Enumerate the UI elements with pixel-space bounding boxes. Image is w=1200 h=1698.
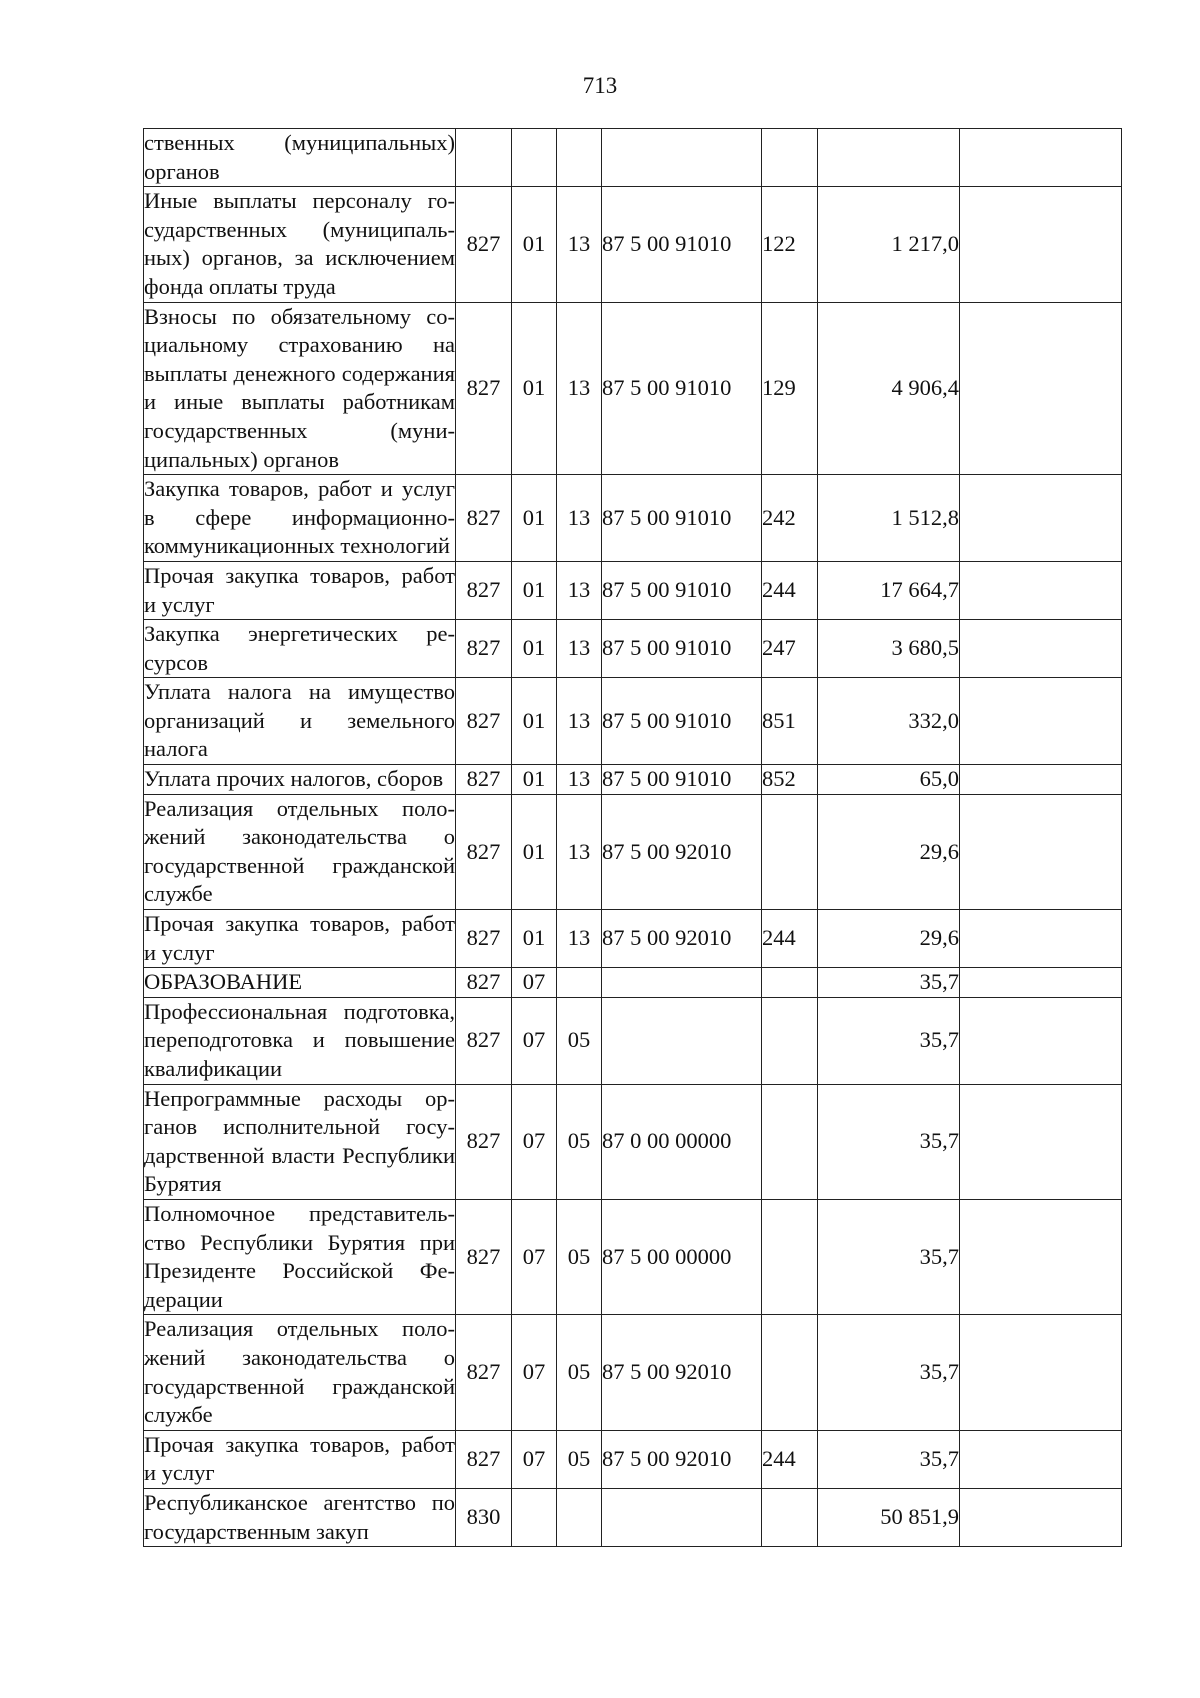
amount-cell: 50 851,9 — [818, 1488, 960, 1546]
expense-type-cell: 244 — [762, 910, 818, 968]
target-article-cell: 87 5 00 91010 — [602, 187, 762, 302]
target-article-cell: 87 5 00 00000 — [602, 1199, 762, 1314]
table-row — [144, 1199, 1122, 1314]
budget-table — [143, 128, 1122, 1547]
expense-type-cell: 852 — [762, 765, 818, 795]
target-article-cell: 87 5 00 91010 — [602, 302, 762, 475]
subsection-code-cell: 13 — [557, 187, 602, 302]
amount-cell — [818, 129, 960, 187]
target-article-cell: 87 5 00 92010 — [602, 1315, 762, 1430]
section-code-cell — [512, 1488, 557, 1546]
ministry-code-cell: 827 — [456, 678, 512, 765]
amount-cell: 17 664,7 — [818, 561, 960, 619]
subsection-code-cell: 05 — [557, 1199, 602, 1314]
empty-cell — [960, 1488, 1122, 1546]
empty-cell — [960, 1199, 1122, 1314]
table-row — [144, 1430, 1122, 1488]
section-code-cell: 07 — [512, 1315, 557, 1430]
subsection-code-cell — [557, 1488, 602, 1546]
page-number: 713 — [582, 73, 618, 98]
subsection-code-cell: 05 — [557, 1430, 602, 1488]
ministry-code-cell: 827 — [456, 561, 512, 619]
table-row — [144, 475, 1122, 562]
ministry-code-cell: 827 — [456, 968, 512, 998]
amount-cell: 3 680,5 — [818, 620, 960, 678]
item-name-cell: Уплата прочих налогов, сборов — [144, 765, 456, 795]
item-name-cell: Закупка энергетических ресурсов — [144, 620, 456, 678]
empty-cell — [960, 620, 1122, 678]
table-row — [144, 910, 1122, 968]
target-article-cell — [602, 1488, 762, 1546]
table-row — [144, 129, 1122, 187]
subsection-code-cell: 13 — [557, 620, 602, 678]
item-name-cell: Непрограммные расходы органов исполнительной государственной власти Республики Бурятия — [144, 1084, 456, 1199]
subsection-code-cell: 13 — [557, 794, 602, 909]
amount-cell: 35,7 — [818, 968, 960, 998]
target-article-cell: 87 5 00 92010 — [602, 794, 762, 909]
target-article-cell: 87 5 00 91010 — [602, 620, 762, 678]
expense-type-cell — [762, 1084, 818, 1199]
expense-type-cell: 122 — [762, 187, 818, 302]
item-name-cell: Реализация отдельных положений законодательства о государственной гражданской службе — [144, 1315, 456, 1430]
amount-cell: 35,7 — [818, 997, 960, 1084]
ministry-code-cell: 827 — [456, 1199, 512, 1314]
empty-cell — [960, 794, 1122, 909]
target-article-cell: 87 5 00 91010 — [602, 678, 762, 765]
amount-cell: 29,6 — [818, 794, 960, 909]
expense-type-cell — [762, 1488, 818, 1546]
empty-cell — [960, 187, 1122, 302]
table-row — [144, 794, 1122, 909]
section-code-cell: 07 — [512, 997, 557, 1084]
section-code-cell: 01 — [512, 794, 557, 909]
subsection-code-cell — [557, 968, 602, 998]
item-name-cell: Прочая закупка товаров, работ и услуг — [144, 1430, 456, 1488]
item-name-cell: Прочая закупка товаров, работ и услуг — [144, 910, 456, 968]
ministry-code-cell: 830 — [456, 1488, 512, 1546]
table-row — [144, 678, 1122, 765]
target-article-cell: 87 5 00 92010 — [602, 1430, 762, 1488]
ministry-code-cell: 827 — [456, 1315, 512, 1430]
subsection-code-cell: 13 — [557, 561, 602, 619]
empty-cell — [960, 968, 1122, 998]
table-row — [144, 561, 1122, 619]
ministry-code-cell: 827 — [456, 1084, 512, 1199]
table-row — [144, 765, 1122, 795]
ministry-code-cell: 827 — [456, 187, 512, 302]
table-row — [144, 302, 1122, 475]
empty-cell — [960, 1430, 1122, 1488]
empty-cell — [960, 997, 1122, 1084]
table-row — [144, 968, 1122, 998]
amount-cell: 4 906,4 — [818, 302, 960, 475]
empty-cell — [960, 475, 1122, 562]
item-name-cell: Полномочное представительство Республики Бурятия при Президенте Российской Федерации — [144, 1199, 456, 1314]
expense-type-cell — [762, 129, 818, 187]
table-row — [144, 1488, 1122, 1546]
subsection-code-cell: 05 — [557, 997, 602, 1084]
item-name-cell: Закупка товаров, работ и услуг в сфере информационно-коммуникационных технологий — [144, 475, 456, 562]
ministry-code-cell: 827 — [456, 475, 512, 562]
section-code-cell: 01 — [512, 678, 557, 765]
expense-type-cell — [762, 1199, 818, 1314]
section-code-cell: 07 — [512, 1199, 557, 1314]
section-code-cell: 07 — [512, 1430, 557, 1488]
ministry-code-cell: 827 — [456, 620, 512, 678]
item-name-cell: Взносы по обязательному социальному страхованию на выплаты денежного содержания и иные выплаты работникам государственных (муниципальных) органов — [144, 302, 456, 475]
ministry-code-cell: 827 — [456, 302, 512, 475]
empty-cell — [960, 910, 1122, 968]
ministry-code-cell: 827 — [456, 997, 512, 1084]
section-code-cell: 01 — [512, 910, 557, 968]
table-row — [144, 997, 1122, 1084]
empty-cell — [960, 1315, 1122, 1430]
empty-cell — [960, 1084, 1122, 1199]
section-code-cell: 07 — [512, 968, 557, 998]
target-article-cell: 87 5 00 92010 — [602, 910, 762, 968]
item-name-cell: Реализация отдельных положений законодательства о государственной гражданской службе — [144, 794, 456, 909]
expense-type-cell: 244 — [762, 561, 818, 619]
target-article-cell — [602, 129, 762, 187]
item-name-cell: ОБРАЗОВАНИЕ — [144, 968, 456, 998]
subsection-code-cell: 13 — [557, 910, 602, 968]
empty-cell — [960, 678, 1122, 765]
expense-type-cell: 242 — [762, 475, 818, 562]
expense-type-cell: 247 — [762, 620, 818, 678]
item-name-cell: ственных (муниципальных) органов — [144, 129, 456, 187]
empty-cell — [960, 302, 1122, 475]
section-code-cell — [512, 129, 557, 187]
amount-cell: 35,7 — [818, 1084, 960, 1199]
section-code-cell: 01 — [512, 620, 557, 678]
table-row — [144, 187, 1122, 302]
empty-cell — [960, 561, 1122, 619]
expense-type-cell: 129 — [762, 302, 818, 475]
target-article-cell: 87 5 00 91010 — [602, 561, 762, 619]
subsection-code-cell: 13 — [557, 475, 602, 562]
item-name-cell: Прочая закупка товаров, работ и услуг — [144, 561, 456, 619]
amount-cell: 35,7 — [818, 1315, 960, 1430]
item-name-cell: Профессиональная подготовка, переподготовка и повышение квалификации — [144, 997, 456, 1084]
amount-cell: 1 217,0 — [818, 187, 960, 302]
ministry-code-cell: 827 — [456, 794, 512, 909]
target-article-cell: 87 5 00 91010 — [602, 765, 762, 795]
ministry-code-cell: 827 — [456, 910, 512, 968]
expense-type-cell — [762, 1315, 818, 1430]
table-row — [144, 1315, 1122, 1430]
expense-type-cell: 244 — [762, 1430, 818, 1488]
item-name-cell: Республиканское агентство по государственным закуп — [144, 1488, 456, 1546]
ministry-code-cell — [456, 129, 512, 187]
expense-type-cell — [762, 794, 818, 909]
target-article-cell: 87 0 00 00000 — [602, 1084, 762, 1199]
ministry-code-cell: 827 — [456, 765, 512, 795]
target-article-cell — [602, 968, 762, 998]
item-name-cell: Иные выплаты персоналу государственных (муниципальных) органов, за исключением фонда оплаты труда — [144, 187, 456, 302]
empty-cell — [960, 129, 1122, 187]
section-code-cell: 01 — [512, 302, 557, 475]
section-code-cell: 01 — [512, 475, 557, 562]
subsection-code-cell: 05 — [557, 1084, 602, 1199]
empty-cell — [960, 765, 1122, 795]
amount-cell: 332,0 — [818, 678, 960, 765]
subsection-code-cell: 13 — [557, 302, 602, 475]
table-row — [144, 1084, 1122, 1199]
target-article-cell: 87 5 00 91010 — [602, 475, 762, 562]
expense-type-cell — [762, 968, 818, 998]
subsection-code-cell: 13 — [557, 678, 602, 765]
expense-type-cell: 851 — [762, 678, 818, 765]
amount-cell: 65,0 — [818, 765, 960, 795]
expense-type-cell — [762, 997, 818, 1084]
subsection-code-cell: 05 — [557, 1315, 602, 1430]
amount-cell: 1 512,8 — [818, 475, 960, 562]
subsection-code-cell: 13 — [557, 765, 602, 795]
amount-cell: 35,7 — [818, 1199, 960, 1314]
amount-cell: 35,7 — [818, 1430, 960, 1488]
section-code-cell: 01 — [512, 187, 557, 302]
section-code-cell: 01 — [512, 561, 557, 619]
target-article-cell — [602, 997, 762, 1084]
table-row — [144, 620, 1122, 678]
section-code-cell: 01 — [512, 765, 557, 795]
amount-cell: 29,6 — [818, 910, 960, 968]
subsection-code-cell — [557, 129, 602, 187]
ministry-code-cell: 827 — [456, 1430, 512, 1488]
item-name-cell: Уплата налога на имущество организаций и земельного налога — [144, 678, 456, 765]
section-code-cell: 07 — [512, 1084, 557, 1199]
